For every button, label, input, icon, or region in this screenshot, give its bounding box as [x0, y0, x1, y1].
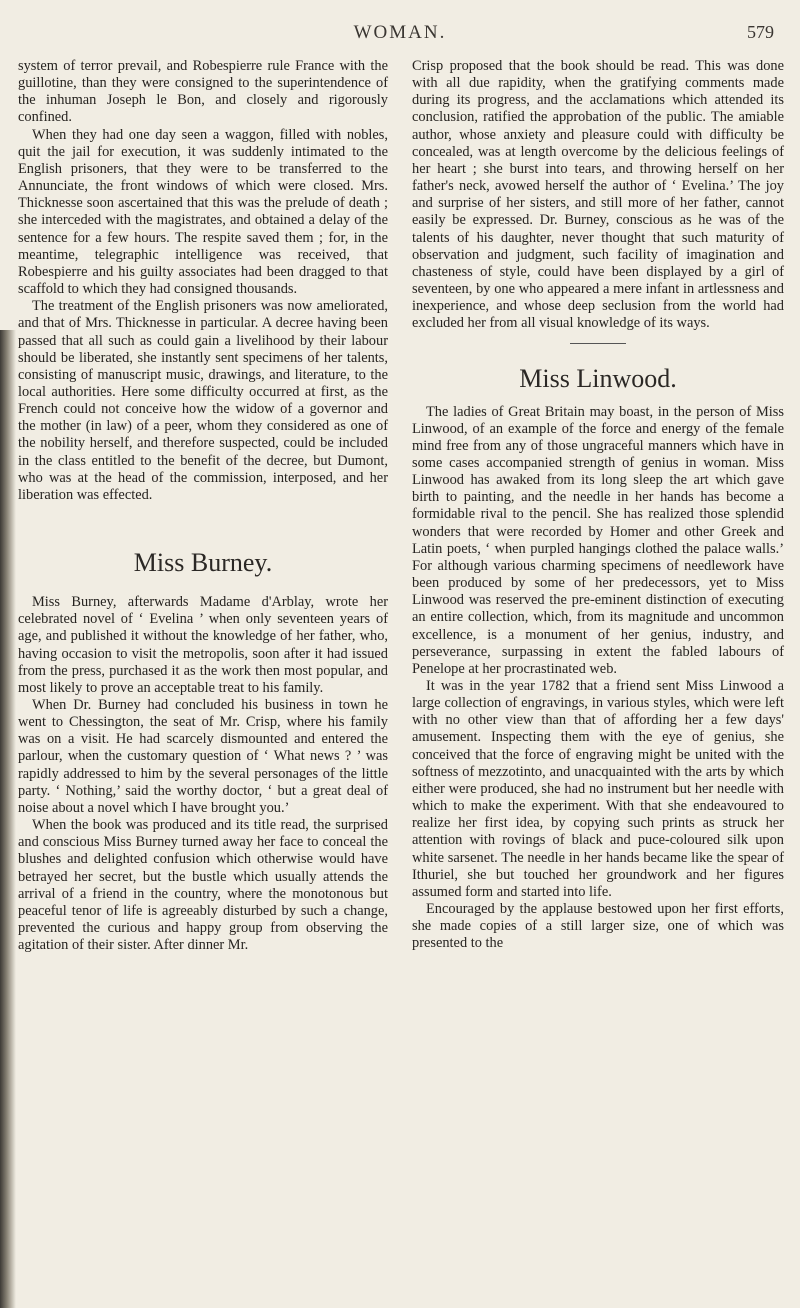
paragraph: The ladies of Great Britain may boast, in the person of Miss Linwood, of an example of the force and energy of the female mind free from any of those ungraceful manners which have in some cases accompanied strength of genius in woman. Miss Linwood has awaked from its long sleep the art which gave birth to painting, and the needle in her hands has become a formidable rival to the pencil. She has realized those splendid wonders that were recorded by Homer and other Greek and Latin poets, ‘ when purpled hangings clothed the palace walls.’ For although various charming specimens of needlework have been produced by some of her predecessors, yet to Miss Linwood was reserved the pre-eminent distinction of executing an entire collection, which, from its magnitude and uncommon excellence, is a monument of her genius, industry, and perseverance, surpassing in extent the fabled labours of Penelope at her procrastinated web. [412, 403, 784, 677]
paragraph: When they had one day seen a waggon, filled with nobles, quit the jail for execution, it was suddenly intimated to the English prisoners, that they were to be transferred to the Annunciate, the front windows of which were closed. Mrs. Thicknesse soon ascertained that this was the prelude of death ; she interceded with the magistrates, and obtained a delay of the sentence for a few hours. The respite saved them ; for, in the meantime, telegraphic intelligence was received, that Robespierre and his guilty associates had been dragged to that scaffold to which they had consigned thousands. [18, 126, 388, 298]
paragraph: It was in the year 1782 that a friend sent Miss Linwood a large collection of engravings, in various styles, which were left with no other view than that of affording her a few days' amusement. Inspecting them with the eye of genius, she conceived that the force of engraving might be united with the softness of mezzotinto, and unacquainted with the arts by which either were produced, she had no instrument but her needle with which to make the experiment. With that she endeavoured to realize her first idea, by copying such prints as struck her attention with rovings of black and puce-coloured silk upon white sarsenet. The needle in her hands became like the spear of Ithuriel, she but touched her groundwork and her figures assumed form and started into life. [412, 678, 784, 900]
paragraph: system of terror prevail, and Robespierre rule France with the guillotine, than they were consigned to the superintendence of the inhuman Joseph le Bon, and closely and rigorously confined. [18, 58, 388, 126]
right-column [412, 58, 784, 953]
paragraph: Miss Burney, afterwards Madame d'Arblay, wrote her celebrated novel of ‘ Evelina ’ when only seventeen years of age, and published it without the knowledge of her father, who, having occasion to visit the metropolis, soon after it had issued from the press, purchased it as the work then most popular, and most likely to prove an acceptable treat to his family. [18, 594, 388, 696]
paragraph: The treatment of the English prisoners was now ameliorated, and that of Mrs. Thicknesse in particular. A decree having been passed that all such as could gain a livelihood by their labour should be liberated, she instantly sent specimens of her talents, consisting of manuscript music, drawings, and literature, to the local authorities. Here some difficulty occurred at first, as the French could not conceive how the widow of a governor and the mother (in law) of a peer, whom they considered as one of the nobility herself, and therefore suspected, could be included in the class entitled to the benefit of the decree, but Dumont, who was at the head of the commission, interposed, and her liberation was effected. [18, 298, 388, 503]
page-number: 579 [747, 22, 774, 42]
section-divider [570, 343, 626, 344]
left-column [18, 58, 388, 954]
paragraph: When the book was produced and its title read, the surprised and conscious Miss Burney turned away her face to conceal the blushes and delighted confusion which otherwise would have betrayed her secret, but the bustle which usually attends the arrival of a friend in the country, where the monotonous but peaceful tenor of life is agreeably disturbed by such a change, prevented the curious and happy group from observing the agitation of their sister. After dinner Mr. [18, 817, 388, 954]
page-binding-shadow [0, 330, 16, 1308]
section-heading-miss-linwood: Miss Linwood. [519, 363, 677, 393]
paragraph: Crisp proposed that the book should be read. This was done with all due rapidity, when the gratifying comments made during its progress, and the acclamations which attended its conclusion, ratified the approbation of the public. The amiable author, whose anxiety and pleasure could with difficulty be concealed, was at length overcome by the delicious feelings of her heart ; she burst into tears, and throwing herself on her father's neck, avowed herself the author of ‘ Evelina.’ The joy and surprise of her sisters, and still more of her father, cannot easily be expressed. Dr. Burney, conscious as he was of the talents of his daughter, never thought that such maturity of observation and judgment, such facility of imagination and chasteness of style, could have been displayed by a girl of seventeen, by one who appeared a mere infant in artlessness and inexperience, and whose deep seclusion from the world had excluded her from all visual knowledge of its ways. [412, 58, 784, 332]
paragraph: When Dr. Burney had concluded his business in town he went to Chessington, the seat of Mr. Crisp, where his family was on a visit. He had scarcely dismounted and entered the parlour, when the customary question of ‘ What news ? ’ was rapidly addressed to him by the several personages of the little party. ‘ Nothing,’ said the worthy doctor, ‘ but a great deal of noise about a novel which I have brought you.’ [18, 697, 388, 816]
paragraph: Encouraged by the applause bestowed upon her first efforts, she made copies of a still larger size, one of which was presented to the [412, 901, 784, 952]
running-head: WOMAN. [353, 22, 447, 43]
section-heading-miss-burney: Miss Burney. [133, 548, 273, 578]
